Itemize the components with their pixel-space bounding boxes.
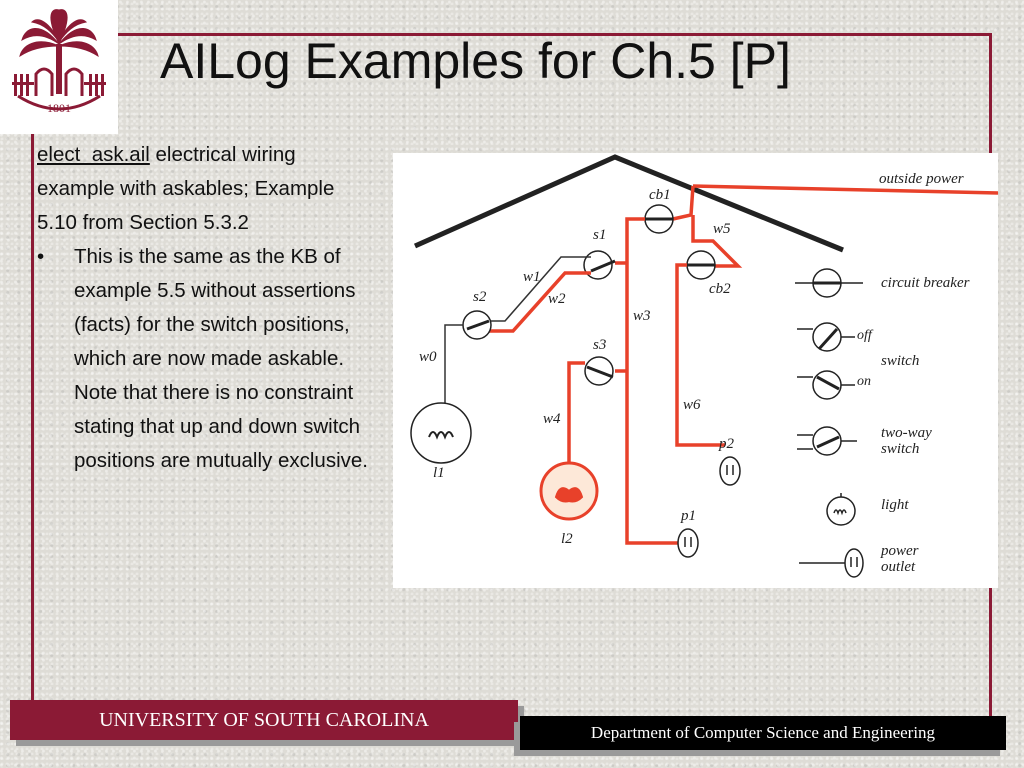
legend-two-way-line1: two-way [881, 425, 932, 441]
legend-on: on [857, 374, 871, 389]
label-w5: w5 [713, 221, 731, 237]
label-p2: p2 [719, 436, 734, 452]
bullet-text: This is the same as the KB of example 5.5 without assertions (facts) for the switch positions, which are now made askable. Note that there is no constraint stating that up and down switch positions are mutually exclusive. [74, 245, 368, 472]
legend-switch: switch [881, 353, 920, 369]
slide-title: AILog Examples for Ch.5 [P] [160, 33, 791, 89]
frame-left-line [31, 134, 34, 700]
outlet-p2 [720, 457, 740, 485]
legend-light: light [881, 497, 909, 513]
legend-power-outlet-line2: outlet [881, 559, 916, 575]
house-roof [415, 157, 843, 250]
legend-power-outlet-line1: power [881, 543, 919, 559]
legend-two-way-line2: switch [881, 441, 920, 457]
label-cb1: cb1 [649, 187, 671, 203]
legend-circuit-breaker: circuit breaker [881, 275, 970, 291]
label-w6: w6 [683, 397, 701, 413]
label-l2: l2 [561, 531, 573, 547]
intro-text: electrical wiring example with askables; Example 5.10 from Section 5.3.2 [37, 143, 335, 234]
label-w1: w1 [523, 269, 541, 285]
label-outside-power: outside power [879, 171, 964, 187]
legend-switch-on-icon [813, 371, 841, 399]
footer-department: Department of Computer Science and Engineering [520, 716, 1006, 750]
label-w2: w2 [548, 291, 566, 307]
label-cb2: cb2 [709, 281, 731, 297]
legend-off: off [857, 328, 872, 343]
label-s2: s2 [473, 289, 487, 305]
label-w4: w4 [543, 411, 561, 427]
legend-outlet-icon [845, 549, 863, 577]
label-s1: s1 [593, 227, 607, 243]
wiring-diagram [393, 153, 998, 588]
label-w3: w3 [633, 308, 651, 324]
wire-outside-power [693, 186, 998, 193]
logo-year: 1801 [47, 101, 71, 115]
wire-w4 [569, 363, 585, 465]
label-p1: p1 [681, 508, 696, 524]
label-w0: w0 [419, 349, 437, 365]
wire-w0 [445, 325, 463, 403]
outlet-p1 [678, 529, 698, 557]
intro-paragraph [37, 138, 377, 240]
body-text [37, 138, 377, 478]
wire-w1 [487, 257, 591, 321]
bullet-symbol: • [37, 245, 45, 268]
wire-cb1-feed [673, 186, 693, 219]
label-s3: s3 [593, 337, 607, 353]
file-link[interactable]: elect_ask.ail [37, 143, 150, 166]
bullet-item [37, 240, 377, 478]
legend-switch-off-icon [813, 323, 841, 351]
label-l1: l1 [433, 465, 445, 481]
footer-university: UNIVERSITY OF SOUTH CAROLINA [10, 700, 518, 740]
wire-w3 [627, 219, 681, 543]
university-logo [0, 0, 118, 134]
